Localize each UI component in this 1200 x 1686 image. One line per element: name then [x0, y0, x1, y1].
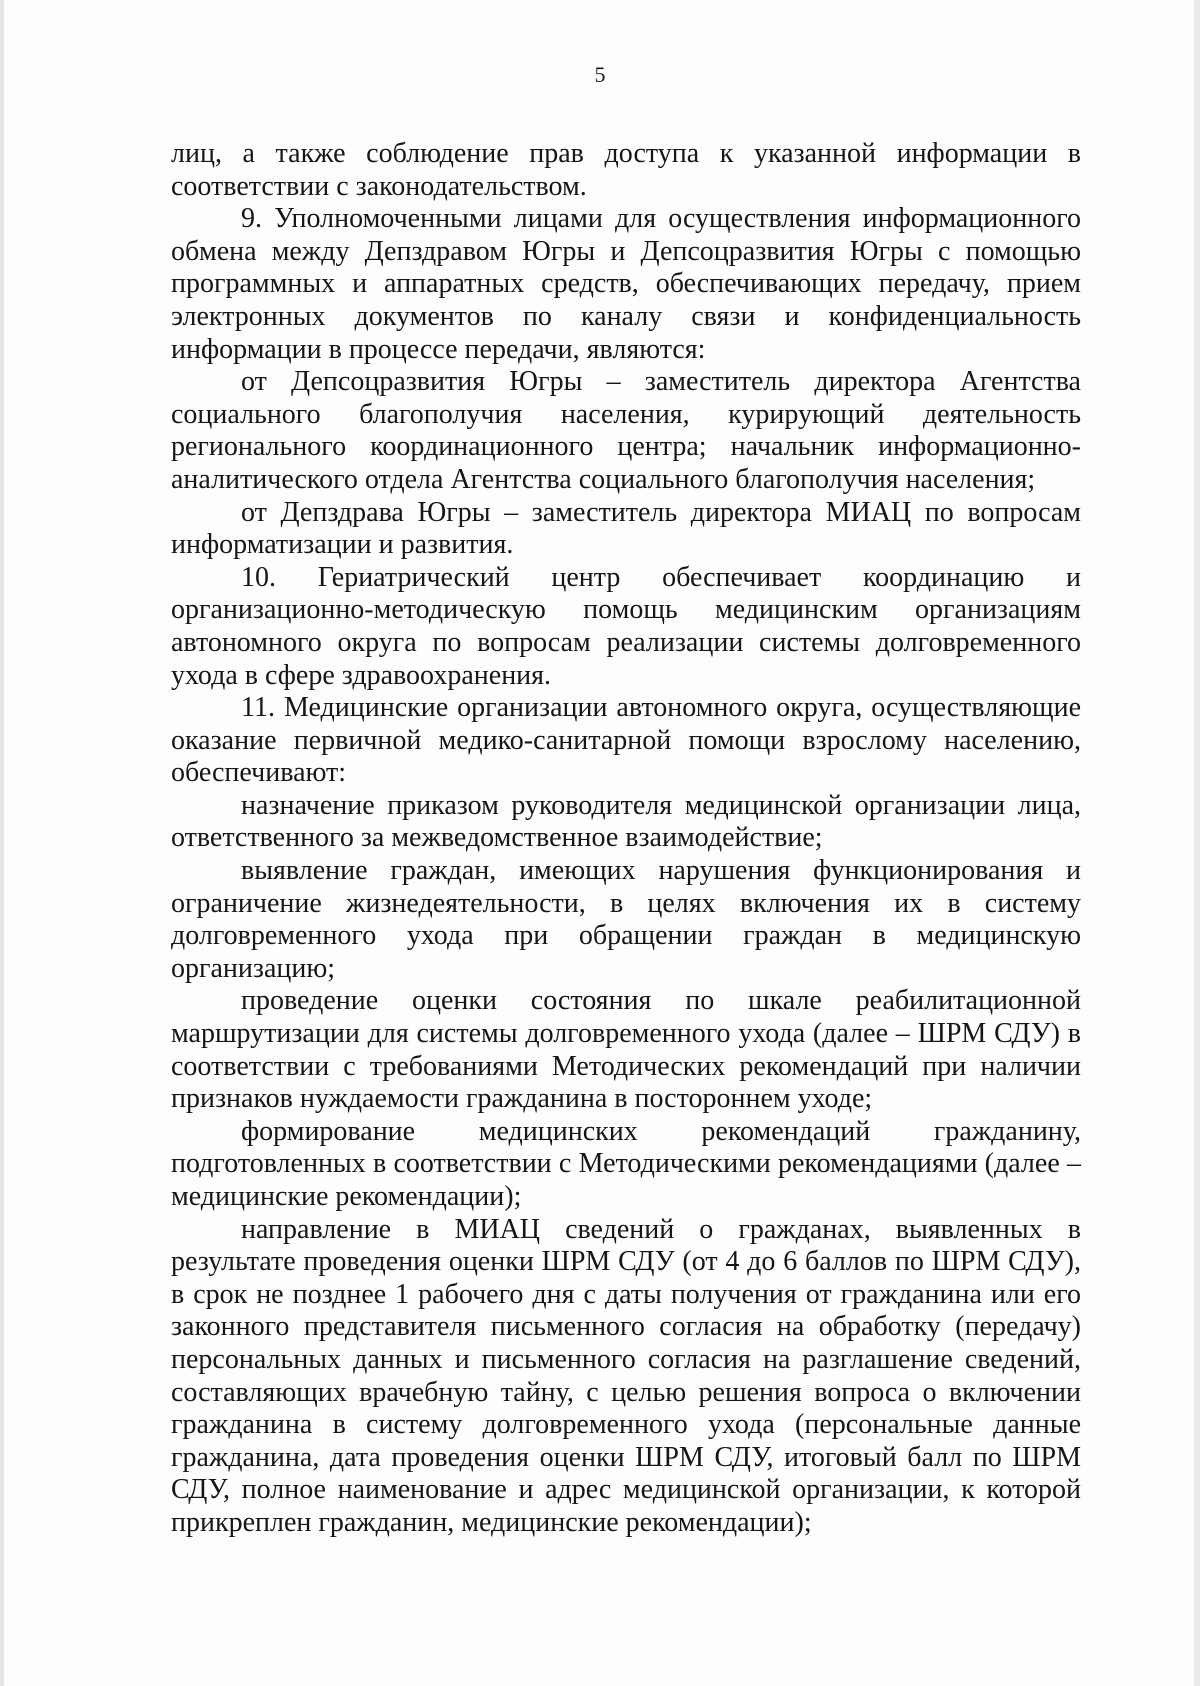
paragraph: направление в МИАЦ сведений о гражданах, выявленных в результате проведения оценки ШРМ СДУ (от 4 до 6 баллов по ШРМ СДУ), в срок не позднее 1 рабочего дня с даты получения от гражданина или его законного представителя письменного согласия на обработку (передачу) персональных данных и письменного согласия на разглашение сведений, составляющих врачебную тайну, с целью решения вопроса о включении гражданина в систему долговременного ухода (персональные данные гражданина, дата проведения оценки ШРМ СДУ, итоговый балл по ШРМ СДУ, полное наименование и адрес медицинской организации, к которой прикреплен гражданин, медицинские рекомендации); [171, 1213, 1081, 1538]
paragraph: проведение оценки состояния по шкале реабилитационной маршрутизации для системы долговременного ухода (далее – ШРМ СДУ) в соответствии с требованиями Методических рекомендаций при наличии признаков нуждаемости гражданина в постороннем уходе; [171, 985, 1081, 1115]
paragraph: выявление граждан, имеющих нарушения функционирования и ограничение жизнедеятельности, в целях включения их в систему долговременного ухода при обращении граждан в медицинскую организацию; [171, 855, 1081, 984]
document-body [171, 138, 1081, 1540]
scan-edge-right [1194, 0, 1200, 1686]
paragraph: назначение приказом руководителя медицинской организации лица, ответственного за межведомственное взаимодействие; [171, 789, 1081, 854]
scan-edge-left [0, 0, 4, 1686]
paragraph: лиц, а также соблюдение прав доступа к указанной информации в соответствии с законодательством. [171, 138, 1081, 202]
page-number: 5 [594, 62, 606, 87]
paragraph: 9. Уполномоченными лицами для осуществления информационного обмена между Депздравом Югры и Депсоцразвития Югры с помощью программных и аппаратных средств, обеспечивающих передачу, прием электронных документов по каналу связи и конфиденциальность информации в процессе передачи, являются: [171, 203, 1081, 365]
paragraph: 11. Медицинские организации автономного округа, осуществляющие оказание первичной медико-санитарной помощи взрослому населению, обеспечивают: [171, 692, 1081, 789]
paragraph: формирование медицинских рекомендаций гражданину, подготовленных в соответствии с Методическими рекомендациями (далее – медицинские рекомендации); [171, 1115, 1081, 1212]
paragraph: 10. Гериатрический центр обеспечивает координацию и организационно-методическую помощь медицинским организациям автономного округа по вопросам реализации системы долговременного ухода в сфере здравоохранения. [171, 561, 1081, 691]
paragraph: от Депсоцразвития Югры – заместитель директора Агентства социального благополучия населения, курирующий деятельность регионального координационного центра; начальник информационно-аналитического отдела Агентства социального благополучия населения; [171, 366, 1081, 495]
paragraph: от Депздрава Югры – заместитель директора МИАЦ по вопросам информатизации и развития. [171, 496, 1081, 561]
